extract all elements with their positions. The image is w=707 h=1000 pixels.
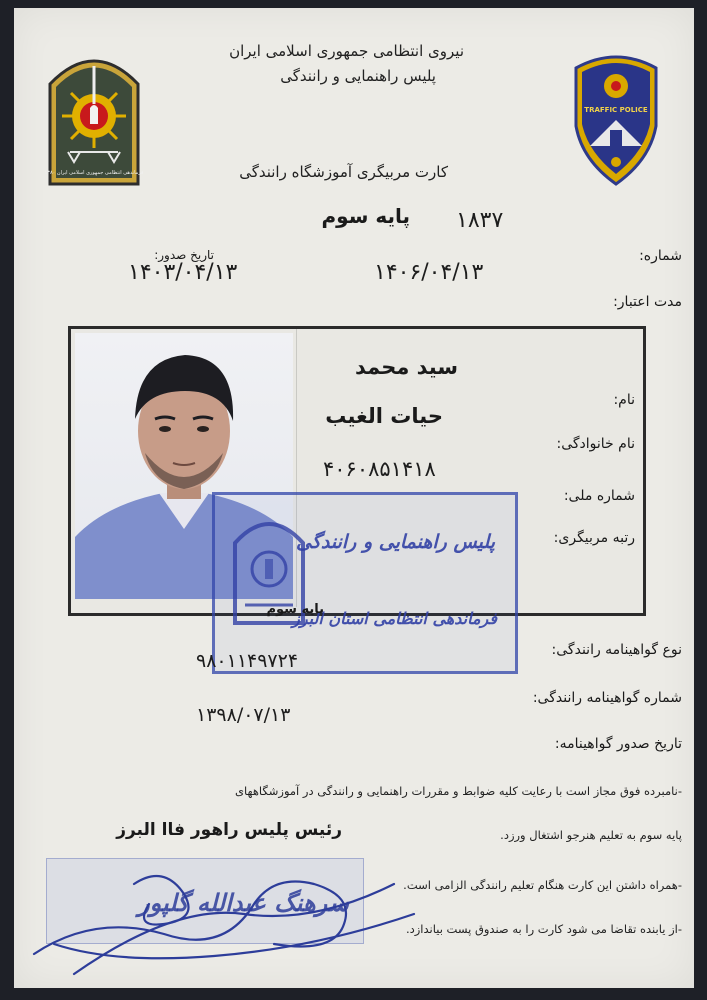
- note-2: -همراه داشتن این کارت هنگام تعلیم رانندگی الزامی است.: [403, 878, 682, 892]
- license-number-label: شماره گواهینامه رانندگی:: [532, 690, 682, 706]
- emblem-caption: ۱۳۸۰ فرماندهی انتظامی جمهوری اسلامی ایران: [44, 170, 144, 176]
- card-title: کارت مربیگری آموزشگاه رانندگی: [239, 163, 448, 181]
- official-stamp: [212, 492, 518, 674]
- stamp-line-2: فرماندهی انتظامی استان البرز: [292, 609, 497, 628]
- license-issue-date-value: ۱۳۹۸/۰۷/۱۳: [196, 704, 291, 726]
- issue-date-label: تاریخ صدور:: [154, 248, 214, 262]
- stamp-line-1: پلیس راهنمایی و رانندگی: [296, 531, 495, 553]
- validity-date-value: ۱۴۰۶/۰۴/۱۳: [374, 260, 484, 285]
- driving-instructor-card: [14, 8, 694, 988]
- note-1: -نامبرده فوق مجاز است با رعایت کلیه ضوابط و مقررات راهنمایی و رانندگی در آموزشگاههای: [235, 784, 682, 798]
- note-1-cont: پایه سوم به تعلیم هنرجو اشتغال ورزد.: [500, 828, 682, 842]
- naja-emblem-icon: [46, 44, 142, 186]
- last-name-label: نام خانوادگی:: [556, 436, 635, 452]
- national-id-label: شماره ملی:: [563, 488, 635, 504]
- first-name-label: نام:: [613, 392, 635, 408]
- grade-value: پایه سوم: [321, 204, 410, 228]
- last-name-value: حیات الغیب: [325, 404, 443, 428]
- card-number-label: شماره:: [639, 248, 682, 264]
- card-number-value: ۱۸۳۷: [456, 208, 504, 233]
- signature-scribble-icon: [14, 844, 434, 984]
- signer-name: سرهنگ عبدالله گلپور: [138, 889, 349, 917]
- note-3: -از یابنده تقاضا می شود کارت را به صندوق پست بیاندازد.: [405, 922, 682, 936]
- issue-date-value: ۱۴۰۳/۰۴/۱۳: [128, 260, 238, 285]
- badge-caption: TRAFFIC POLICE: [584, 106, 648, 114]
- chief-title: رئیس پلیس راهور فاا البرز: [116, 820, 342, 840]
- traffic-police-badge-icon: [570, 48, 662, 186]
- national-id-value: ۴۰۶۰۸۵۱۴۱۸: [323, 457, 436, 481]
- org-name: نیروی انتظامی جمهوری اسلامی ایران: [229, 42, 464, 60]
- rank-label: رتبه مربیگری:: [553, 530, 635, 546]
- validity-label: مدت اعتبار:: [613, 294, 682, 310]
- org-subname: پلیس راهنمایی و رانندگی: [280, 67, 436, 85]
- license-number-value: ۹۸۰۱۱۴۹۷۲۴: [196, 650, 299, 672]
- license-type-label: نوع گواهینامه رانندگی:: [551, 642, 682, 658]
- first-name-value: سید محمد: [354, 355, 458, 379]
- license-issue-label: تاریخ صدور گواهینامه:: [554, 736, 682, 752]
- grade-overlay: پایه سوم: [266, 602, 324, 617]
